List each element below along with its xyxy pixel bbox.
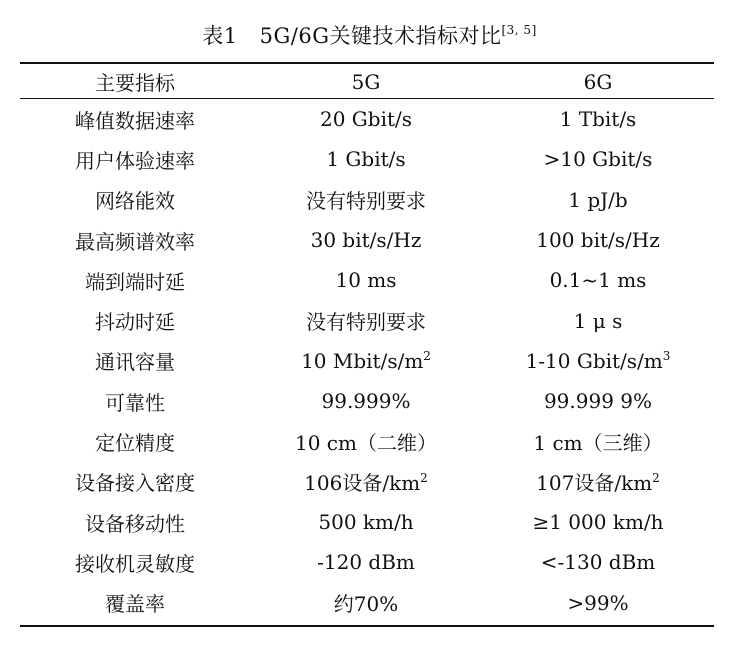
- cell-6g: [482, 99, 714, 139]
- cell-metric: 通讯容量: [95, 350, 175, 375]
- table-body: [20, 99, 714, 623]
- cell-6g: [482, 381, 714, 421]
- cell-5g: [250, 220, 482, 260]
- table-header-row: [20, 64, 714, 99]
- table-caption: [0, 20, 739, 50]
- cell-metric: 端到端时延: [85, 269, 185, 294]
- cell-metric: 设备移动性: [85, 511, 185, 536]
- cell-6g-value: 107设备/km: [536, 471, 653, 496]
- cell-5g-value: 1 Gbit/s: [326, 147, 406, 172]
- header-metric: 主要指标: [95, 71, 175, 95]
- cell-6g-value: 99.999 9%: [543, 389, 653, 414]
- cell-5g-value: 106设备/km: [304, 471, 421, 496]
- cell-6g: [482, 300, 714, 340]
- table-row: [20, 300, 714, 340]
- cell-5g-value: 10 cm（二维）: [295, 431, 437, 456]
- cell-5g-value: 没有特别要求: [306, 310, 426, 335]
- table-row: [20, 180, 714, 220]
- cell-6g: [482, 220, 714, 260]
- cell-metric: 抖动时延: [95, 310, 175, 335]
- cell-6g-value: 1 cm（三维）: [533, 431, 663, 456]
- table-row: [20, 502, 714, 542]
- cell-5g-value: 99.999%: [321, 389, 411, 414]
- cell-5g-exponent: 2: [423, 348, 431, 363]
- cell-5g-value: 没有特别要求: [306, 189, 426, 214]
- cell-6g-exponent: 3: [662, 348, 671, 363]
- cell-6g: [482, 139, 714, 179]
- cell-metric: 网络能效: [95, 189, 175, 214]
- cell-5g-value: 20 Gbit/s: [319, 107, 413, 132]
- cell-metric: 用户体验速率: [75, 148, 195, 173]
- table-row: [20, 381, 714, 421]
- cell-5g: [250, 300, 482, 340]
- cell-6g-exponent: 2: [652, 471, 660, 486]
- cell-5g: [250, 180, 482, 220]
- table-title: 5G/6G关键技术指标对比: [259, 24, 502, 48]
- cell-5g: [250, 381, 482, 421]
- cell-5g: [250, 139, 482, 179]
- cell-5g-value: 30 bit/s/Hz: [310, 228, 422, 253]
- table-row: [20, 341, 714, 381]
- cell-6g: [482, 542, 714, 582]
- cell-6g: [482, 421, 714, 461]
- table-row: [20, 462, 714, 502]
- cell-5g-exponent: 2: [420, 471, 428, 486]
- cell-6g-value: 1 pJ/b: [568, 187, 628, 212]
- cell-6g-value: 1-10 Gbit/s/m: [525, 348, 663, 373]
- cell-5g-value: 500 km/h: [318, 510, 414, 535]
- header-5g: 5G: [351, 69, 381, 94]
- cell-6g-value: >10 Gbit/s: [543, 147, 653, 172]
- table-row: [20, 99, 714, 139]
- cell-5g: [250, 462, 482, 502]
- cell-5g: [250, 99, 482, 139]
- cell-6g: [482, 583, 714, 623]
- cell-6g-value: >99%: [567, 590, 629, 615]
- cell-5g: [250, 260, 482, 300]
- cell-5g: [250, 542, 482, 582]
- cell-6g: [482, 341, 714, 381]
- cell-6g: [482, 502, 714, 542]
- cell-6g-value: 1 μ s: [573, 308, 623, 333]
- citation-ref: [3, 5]: [501, 23, 537, 37]
- cell-metric: 覆盖率: [105, 592, 165, 617]
- cell-5g: [250, 583, 482, 623]
- table-row: [20, 542, 714, 582]
- cell-6g-value: 100 bit/s/Hz: [536, 228, 660, 253]
- cell-6g-value: 0.1~1 ms: [549, 268, 647, 293]
- header-6g: 6G: [583, 69, 613, 94]
- cell-metric: 最高频谱效率: [75, 229, 195, 254]
- table-bottom-rule: [20, 625, 714, 627]
- cell-5g: [250, 421, 482, 461]
- cell-6g: [482, 260, 714, 300]
- cell-5g: [250, 502, 482, 542]
- cell-metric: 设备接入密度: [75, 471, 195, 496]
- cell-6g: [482, 462, 714, 502]
- table-label: 表1: [202, 24, 238, 48]
- cell-6g: [482, 180, 714, 220]
- cell-5g-value: 10 ms: [335, 268, 397, 293]
- cell-6g-value: 1 Tbit/s: [559, 107, 637, 132]
- table-row: [20, 421, 714, 461]
- cell-6g-value: ≥1 000 km/h: [532, 510, 664, 535]
- table-row: [20, 260, 714, 300]
- cell-5g-value: 10 Mbit/s/m: [301, 348, 424, 373]
- table-row: [20, 139, 714, 179]
- comparison-table: [20, 64, 714, 623]
- cell-5g: [250, 341, 482, 381]
- cell-metric: 可靠性: [105, 390, 165, 415]
- cell-metric: 定位精度: [95, 431, 175, 456]
- cell-metric: 峰值数据速率: [75, 108, 195, 133]
- cell-5g-value: 约70%: [333, 592, 399, 617]
- cell-5g-value: -120 dBm: [317, 550, 415, 575]
- cell-metric: 接收机灵敏度: [75, 551, 195, 576]
- cell-6g-value: <-130 dBm: [540, 550, 656, 575]
- table-row: [20, 220, 714, 260]
- table-row: [20, 583, 714, 623]
